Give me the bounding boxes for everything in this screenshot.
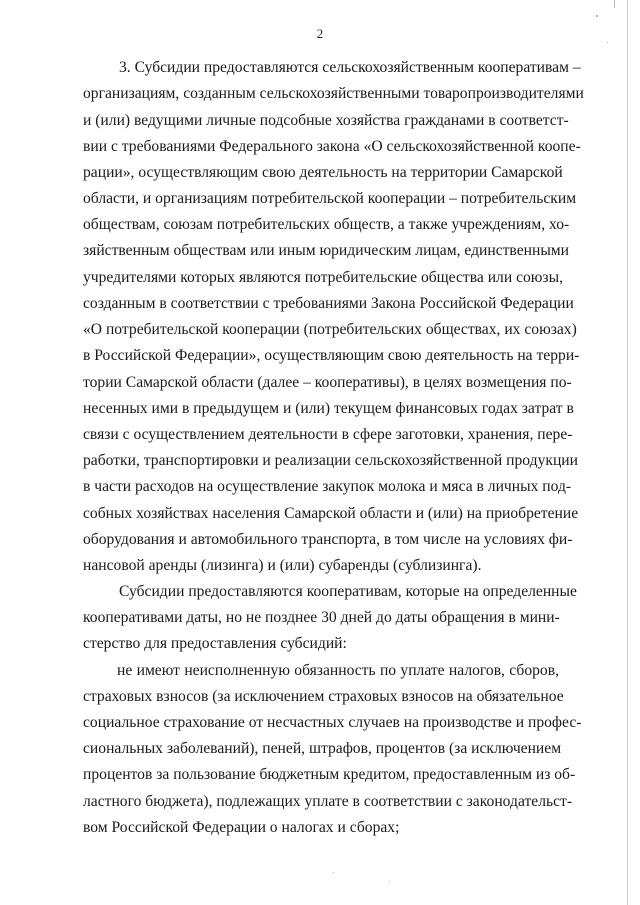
paragraph-3-line: организациям, созданным сельскохозяйственными товаропроизводителями: [83, 85, 584, 102]
paragraph-3-line: нансовой аренды (лизинга) и (или) субаренды (сублизинга).: [83, 557, 482, 574]
scan-speck: [607, 42, 608, 43]
paragraph-3-line: зяйственным обществам или иным юридическим лицам, единственными: [83, 242, 570, 259]
paragraph-3-line: процентов за пользование бюджетным кредитом, предоставленным из об-: [83, 766, 576, 783]
paragraph-3-line: созданным в соответствии с требованиями Закона Российской Федерации: [83, 295, 574, 312]
scan-speck: [333, 872, 334, 873]
paragraph-3-line: социальное страхование от несчастных случаев на производстве и профес-: [83, 714, 582, 731]
scan-edge-mark: [614, 0, 615, 8]
paragraph-3-line: оборудования и автомобильного транспорта, в том числе на условиях фи-: [83, 531, 573, 548]
paragraph-3-line: рации», осуществляющим свою деятельность на территории Самарской: [83, 164, 563, 181]
paragraph-3-line: тории Самарской области (далее – кооперативы), в целях возмещения по-: [83, 374, 572, 391]
paragraph-2-line: стерство для предоставления субсидий:: [83, 635, 347, 652]
paragraph-3-line: и (или) ведущими личные подсобные хозяйства гражданами в соответст-: [83, 112, 569, 129]
scan-edge-line: [627, 0, 628, 905]
paragraph-3-line: в Российской Федерации», осуществляющим свою деятельность на терри-: [83, 347, 580, 364]
paragraph-3-line: собных хозяйствах населения Самарской области и (или) на приобретение: [83, 505, 579, 522]
paragraph-3-line: не имеют неисполненную обязанность по уплате налогов, сборов,: [117, 662, 559, 679]
paragraph-2-line: Субсидии предоставляются кооперативам, которые на определенные: [119, 583, 577, 600]
paragraph-2-line: кооперативами даты, но не позднее 30 дней до даты обращения в мини-: [83, 609, 560, 626]
scan-speck: [389, 881, 390, 882]
page-number: 2: [316, 26, 324, 41]
paragraph-3-line: страховых взносов (за исключением страховых взносов на обязательное: [83, 688, 564, 705]
paragraph-3-line: работки, транспортировки и реализации сельскохозяйственной продукции: [83, 452, 578, 469]
paragraph-3-line: связи с осуществлением деятельности в сфере заготовки, хранения, пере-: [83, 426, 573, 443]
paragraph-3-line: области, и организациям потребительской кооперации – потребительским: [83, 190, 577, 207]
scan-speck: [596, 15, 598, 17]
paragraph-3-line: учредителями которых являются потребительские общества или союзы,: [83, 269, 563, 286]
paragraph-3-line: вом Российской Федерации о налогах и сборах;: [83, 819, 400, 836]
paragraph-3-line: в части расходов на осуществление закупок молока и мяса в личных под-: [83, 478, 572, 495]
paragraph-3-line: обществам, союзам потребительских обществ, а также учреждениям, хо-: [83, 216, 570, 233]
paragraph-3-line: несенных ими в предыдущем и (или) текущем финансовых годах затрат в: [83, 400, 574, 417]
paragraph-3-line: «О потребительской кооперации (потребительских обществах, их союзах): [83, 321, 577, 338]
paragraph-3-line: вии с требованиями Федерального закона «О сельскохозяйственной коопе-: [83, 138, 581, 155]
paragraph-3-line: ластного бюджета), подлежащих уплате в соответствии с законодательст-: [83, 793, 573, 810]
paragraph-3-line: сиональных заболеваний), пеней, штрафов, процентов (за исключением: [83, 740, 562, 757]
paragraph-3-line: 3. Субсидии предоставляются сельскохозяйственным кооперативам –: [119, 59, 581, 76]
